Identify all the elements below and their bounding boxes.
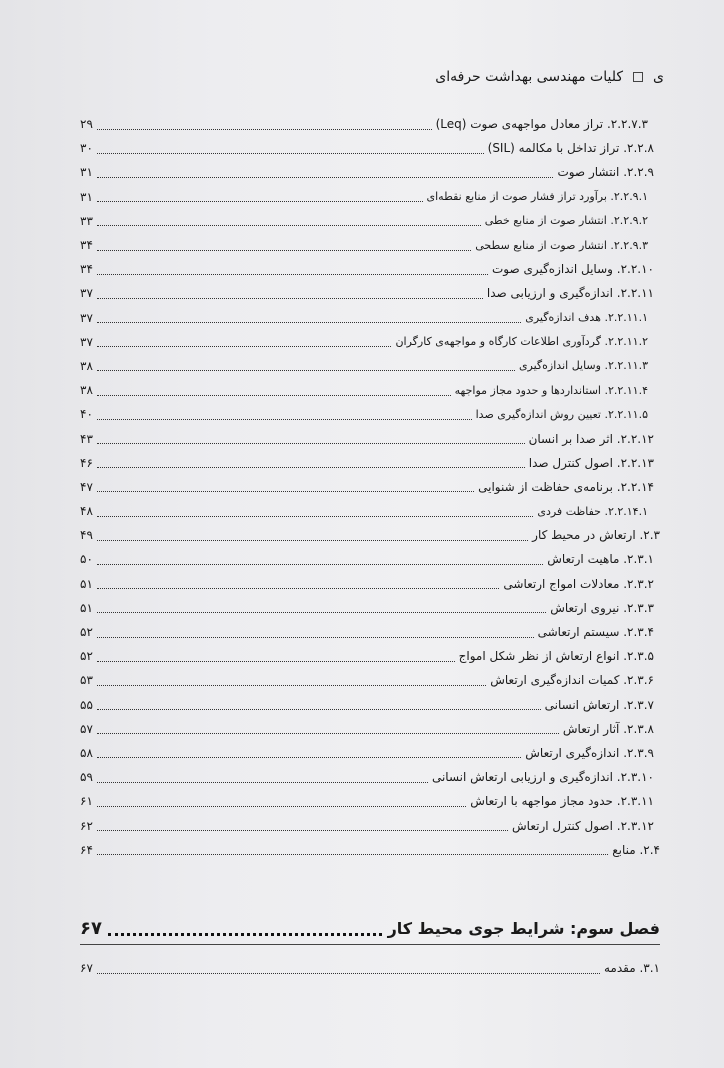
- toc-entry-title: ۲.۳.۶. کمیات اندازه‌گیری ارتعاش: [490, 673, 654, 688]
- toc-entry-title: ۲.۲.۱۱.۱. هدف اندازه‌گیری: [525, 311, 648, 325]
- toc-entry-page: ۳۴: [80, 262, 93, 277]
- toc-entry[interactable]: [80, 330, 660, 354]
- toc-entry-title: ۲.۳.۱. ماهیت ارتعاش: [547, 552, 654, 567]
- toc-entry-page: ۶۱: [80, 794, 93, 809]
- toc-entry[interactable]: [80, 838, 660, 862]
- chapter-title: فصل سوم: شرایط جوی محیط کار: [387, 919, 660, 938]
- leader-dots: [97, 830, 508, 831]
- leader-dots: [97, 564, 543, 565]
- toc-entry[interactable]: [80, 354, 660, 378]
- leader-dots: [97, 298, 483, 299]
- toc-entry[interactable]: [80, 426, 660, 450]
- leader-dots: [97, 540, 528, 541]
- toc-entry-page: ۵۲: [80, 625, 93, 640]
- toc-entry-title: ۲.۲.۱۲. اثر صدا بر انسان: [528, 431, 654, 446]
- leader-dots: [97, 685, 486, 686]
- toc-entry-page: ۳۷: [80, 286, 93, 301]
- toc-entry[interactable]: [80, 765, 660, 789]
- toc-entry-page: ۴۳: [80, 431, 93, 446]
- toc-entry-page: ۶۲: [80, 818, 93, 833]
- leader-dots: [97, 491, 474, 492]
- toc-entry[interactable]: [80, 185, 660, 209]
- leader-dots: [97, 370, 515, 371]
- toc-entry[interactable]: [80, 402, 660, 426]
- toc-entry[interactable]: [80, 572, 660, 596]
- leader-dots: [97, 225, 481, 226]
- leader-dots: [97, 612, 546, 613]
- leader-dots: [97, 129, 432, 130]
- toc-entry-page: ۵۷: [80, 721, 93, 736]
- leader-dots: [108, 933, 382, 936]
- toc-entry[interactable]: [80, 717, 660, 741]
- toc-entry[interactable]: [80, 306, 660, 330]
- toc-entry-title: ۲.۴. منابع: [612, 842, 660, 857]
- toc-entry[interactable]: [80, 257, 660, 281]
- leader-dots: [97, 419, 472, 420]
- leader-dots: [97, 395, 451, 396]
- toc-entry-title: ۲.۲.۹. انتشار صوت: [557, 165, 654, 180]
- toc-entry-page: ۳۱: [80, 189, 93, 204]
- leader-dots: [97, 733, 559, 734]
- chapter-page-number: ۶۷: [80, 918, 102, 939]
- toc-entry[interactable]: [80, 741, 660, 765]
- toc-entry-title: ۲.۳.۴. سیستم ارتعاشی: [537, 625, 654, 640]
- toc-entry[interactable]: [80, 644, 660, 668]
- leader-dots: [97, 806, 466, 807]
- leader-dots: [97, 709, 541, 710]
- toc-entry-page: ۵۹: [80, 770, 93, 785]
- leader-dots: [97, 153, 484, 154]
- toc-entry-title: ۲.۳.۱۱. حدود مجاز مواجهه با ارتعاش: [470, 794, 654, 809]
- toc-entry-title: ۲.۲.۱۱. اندازه‌گیری و ارزیابی صدا: [486, 286, 654, 301]
- toc-entry[interactable]: [80, 499, 660, 523]
- toc-entry-page: ۳۴: [80, 238, 93, 253]
- toc-entry-title: ۲.۲.۱۱.۴. استانداردها و حدود مجاز مواجهه: [454, 383, 648, 397]
- leader-dots: [97, 782, 428, 783]
- toc-entry-title: ۲.۳.۱۲. اصول کنترل ارتعاش: [512, 818, 654, 833]
- toc-entry-title: ۲.۲.۹.۲. انتشار صوت از منابع خطی: [484, 214, 648, 228]
- toc-entry-page: ۵۸: [80, 745, 93, 760]
- toc-entry-page: ۵۲: [80, 649, 93, 664]
- toc-entry[interactable]: [80, 136, 660, 160]
- leader-dots: [97, 322, 521, 323]
- toc-entry[interactable]: [80, 378, 660, 402]
- toc-entry-page: ۳۷: [80, 334, 93, 349]
- toc-entry[interactable]: [80, 813, 660, 837]
- toc-entry-title: ۲.۳.۸. آثار ارتعاش: [562, 721, 654, 736]
- toc-entry[interactable]: [80, 160, 660, 184]
- table-of-contents: [80, 112, 660, 862]
- toc-entry-page: ۵۰: [80, 552, 93, 567]
- toc-entry[interactable]: [80, 233, 660, 257]
- toc-entry[interactable]: [80, 596, 660, 620]
- toc-entry-page: ۳۷: [80, 310, 93, 325]
- book-title: کلیات مهندسی بهداشت حرفه‌ای: [435, 69, 624, 85]
- toc-entry-page: ۳۸: [80, 383, 93, 398]
- toc-entry-title: ۲.۲.۱۱.۳. وسایل اندازه‌گیری: [518, 359, 648, 373]
- toc-entry-title: ۲.۲.۹.۱. برآورد تراز فشار صوت از منابع نقطه‌ای: [426, 190, 648, 204]
- toc-entry-title: ۲.۳.۹. اندازه‌گیری ارتعاش: [525, 745, 654, 760]
- table-of-contents-chapter-3: [80, 956, 660, 980]
- toc-entry-title: ۲.۳. ارتعاش در محیط کار: [532, 528, 660, 543]
- leader-dots: [97, 467, 525, 468]
- toc-entry-title: ۲.۲.۱۴.۱. حفاظت فردی: [537, 504, 648, 518]
- leader-dots: [97, 177, 554, 178]
- toc-entry-page: ۴۷: [80, 479, 93, 494]
- toc-entry-page: ۳۰: [80, 141, 93, 156]
- toc-entry-page: ۶۴: [80, 842, 93, 857]
- toc-entry-title: ۲.۲.۱۱.۵. تعیین روش اندازه‌گیری صدا: [475, 407, 648, 421]
- toc-entry-title: ۲.۲.۱۴. برنامه‌ی حفاظت از شنوایی: [478, 479, 654, 494]
- toc-entry[interactable]: [80, 668, 660, 692]
- toc-entry-title: ۲.۲.۹.۳. انتشار صوت از منابع سطحی: [475, 238, 648, 252]
- leader-dots: [97, 274, 488, 275]
- toc-entry[interactable]: [80, 789, 660, 813]
- toc-entry-title: ۲.۲.۸. تراز تداخل با مکالمه (SIL): [487, 141, 654, 156]
- toc-entry[interactable]: [80, 547, 660, 571]
- leader-dots: [97, 443, 525, 444]
- toc-entry-title: ۳.۱. مقدمه: [603, 961, 660, 976]
- leader-dots: [97, 250, 471, 251]
- toc-entry[interactable]: [80, 956, 660, 980]
- toc-entry-title: ۲.۳.۳. نیروی ارتعاش: [550, 600, 654, 615]
- toc-entry-title: ۲.۲.۱۰. وسایل اندازه‌گیری صوت: [491, 262, 654, 277]
- toc-entry-page: ۴۶: [80, 455, 93, 470]
- square-bullet-icon: [633, 72, 643, 82]
- toc-entry[interactable]: [80, 475, 660, 499]
- toc-entry-page: ۳۱: [80, 165, 93, 180]
- leader-dots: [97, 637, 534, 638]
- toc-entry-title: ۲.۳.۱۰. اندازه‌گیری و ارزیابی ارتعاش انسانی: [431, 770, 654, 785]
- leader-dots: [97, 661, 455, 662]
- running-header: [60, 66, 664, 88]
- toc-entry-title: ۲.۳.۲. معادلات امواج ارتعاشی: [503, 576, 654, 591]
- toc-entry[interactable]: [80, 523, 660, 547]
- toc-entry-title: ۲.۲.۱۳. اصول کنترل صدا: [528, 455, 654, 470]
- page-number: ی: [653, 69, 664, 85]
- toc-entry[interactable]: [80, 281, 660, 305]
- chapter-heading[interactable]: [80, 918, 660, 939]
- toc-entry-title: ۲.۲.۱۱.۲. گردآوری اطلاعات کارگاه و مواجهه‌ی کارگران: [395, 335, 648, 349]
- toc-entry-page: ۵۱: [80, 600, 93, 615]
- leader-dots: [97, 973, 600, 974]
- leader-dots: [97, 757, 521, 758]
- toc-entry-page: ۵۵: [80, 697, 93, 712]
- leader-dots: [97, 516, 533, 517]
- leader-dots: [97, 346, 392, 347]
- toc-entry-page: ۴۸: [80, 504, 93, 519]
- toc-entry[interactable]: [80, 112, 660, 136]
- toc-entry-page: ۳۸: [80, 358, 93, 373]
- leader-dots: [97, 854, 608, 855]
- toc-entry-title: ۲.۲.۷.۳. تراز معادل مواجهه‌ی صوت (Leq): [435, 117, 648, 132]
- leader-dots: [97, 201, 423, 202]
- toc-entry-page: ۴۹: [80, 528, 93, 543]
- toc-entry-page: ۲۹: [80, 117, 93, 132]
- toc-entry-page: ۶۷: [80, 961, 93, 976]
- toc-entry-page: ۵۳: [80, 673, 93, 688]
- chapter-divider: [80, 944, 660, 945]
- toc-entry-page: ۳۳: [80, 213, 93, 228]
- toc-entry[interactable]: [80, 209, 660, 233]
- toc-entry-title: ۲.۳.۷. ارتعاش انسانی: [544, 697, 654, 712]
- toc-entry[interactable]: [80, 693, 660, 717]
- toc-entry-page: ۵۱: [80, 576, 93, 591]
- toc-entry-title: ۲.۳.۵. انواع ارتعاش از نظر شکل امواج: [458, 649, 654, 664]
- toc-entry[interactable]: [80, 620, 660, 644]
- leader-dots: [97, 588, 500, 589]
- toc-entry[interactable]: [80, 451, 660, 475]
- toc-entry-page: ۴۰: [80, 407, 93, 422]
